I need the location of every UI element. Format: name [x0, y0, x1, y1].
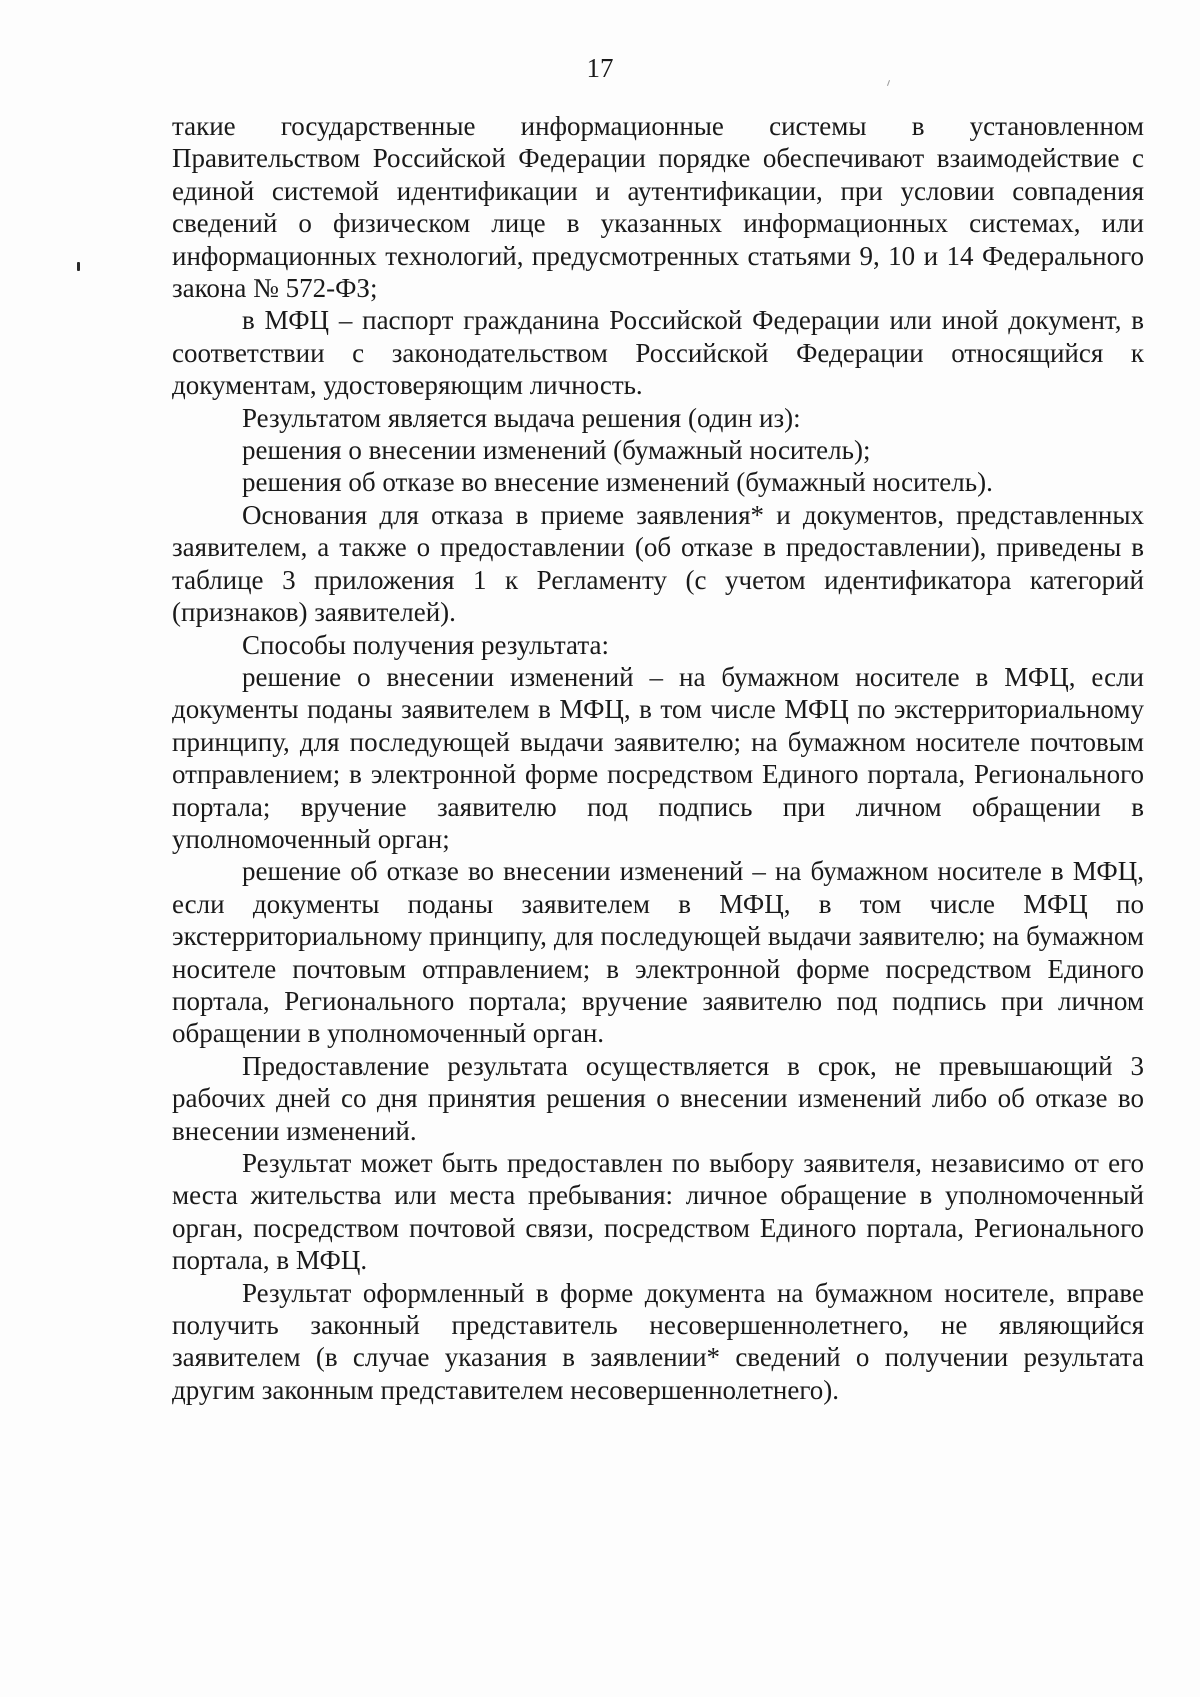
paragraph-continuation: такие государственные информационные системы в установленном Правительством Российской Федерации порядке обеспечивают взаимодействие с единой системой идентификации и аутентификации, при условии совпадения сведений о физическом лице в указанных информационных системах, или информационных технологий, предусмотренных статьями 9, 10 и 14 Федерального закона № 572-ФЗ; [172, 111, 1144, 304]
paragraph-refusal-grounds: Основания для отказа в приеме заявления* и документов, представленных заявителем, а также о предоставлении (об отказе в предоставлении), приведены в таблице 3 приложения 1 к Регламенту (с учетом идентификатора категорий (признаков) заявителей). [172, 499, 1144, 628]
paragraph-method-refusal: решение об отказе во внесении изменений – на бумажном носителе в МФЦ, если документы поданы заявителем в МФЦ, в том числе МФЦ по экстерриториальному принципу, для последующей выдачи заявителю; на бумажном носителе почтовым отправлением; в электронной форме посредством Единого портала, Регионального портала; вручение заявителю под подпись при личном обращении в уполномоченный орган. [172, 856, 1144, 1049]
result-option-refusal: решения об отказе во внесение изменений (бумажный носитель). [242, 467, 993, 498]
result-option-changes: решения о внесении изменений (бумажный носитель); [242, 435, 871, 466]
paragraph-mfc-document: в МФЦ – паспорт гражданина Российской Федерации или иной документ, в соответствии с законодательством Российской Федерации относящийся к документам, удостоверяющим личность. [172, 305, 1144, 401]
paragraph-delivery-choice: Результат может быть предоставлен по выбору заявителя, независимо от его места жительства или места пребывания: личное обращение в уполномоченный орган, посредством почтовой связи, посредством Единого портала, Регионального портала, в МФЦ. [172, 1148, 1144, 1276]
document-body [172, 110, 1144, 1406]
paragraph-deadline: Предоставление результата осуществляется в срок, не превышающий 3 рабочих дней со дня принятия решения о внесении изменений либо об отказе во внесении изменений. [172, 1050, 1144, 1146]
paragraph-result-intro: Результатом является выдача решения (один из): [242, 402, 801, 433]
page-number: 17 [586, 53, 614, 83]
paragraph-method-changes: решение о внесении изменений – на бумажном носителе в МФЦ, если документы поданы заявителем в МФЦ, в том числе МФЦ по экстерриториальному принципу, для последующей выдачи заявителю; на бумажном носителе почтовым отправлением; в электронной форме посредством Единого портала, Регионального портала; вручение заявителю под подпись при личном обращении в уполномоченный орган; [172, 661, 1144, 854]
paragraph-methods-heading: Способы получения результата: [242, 629, 609, 660]
paragraph-legal-representative: Результат оформленный в форме документа на бумажном носителе, вправе получить законный представитель несовершеннолетнего, не являющийся заявителем (в случае указания в заявлении* сведений о получении результата другим законным представителем несовершеннолетнего). [172, 1277, 1144, 1405]
margin-mark [77, 262, 80, 271]
